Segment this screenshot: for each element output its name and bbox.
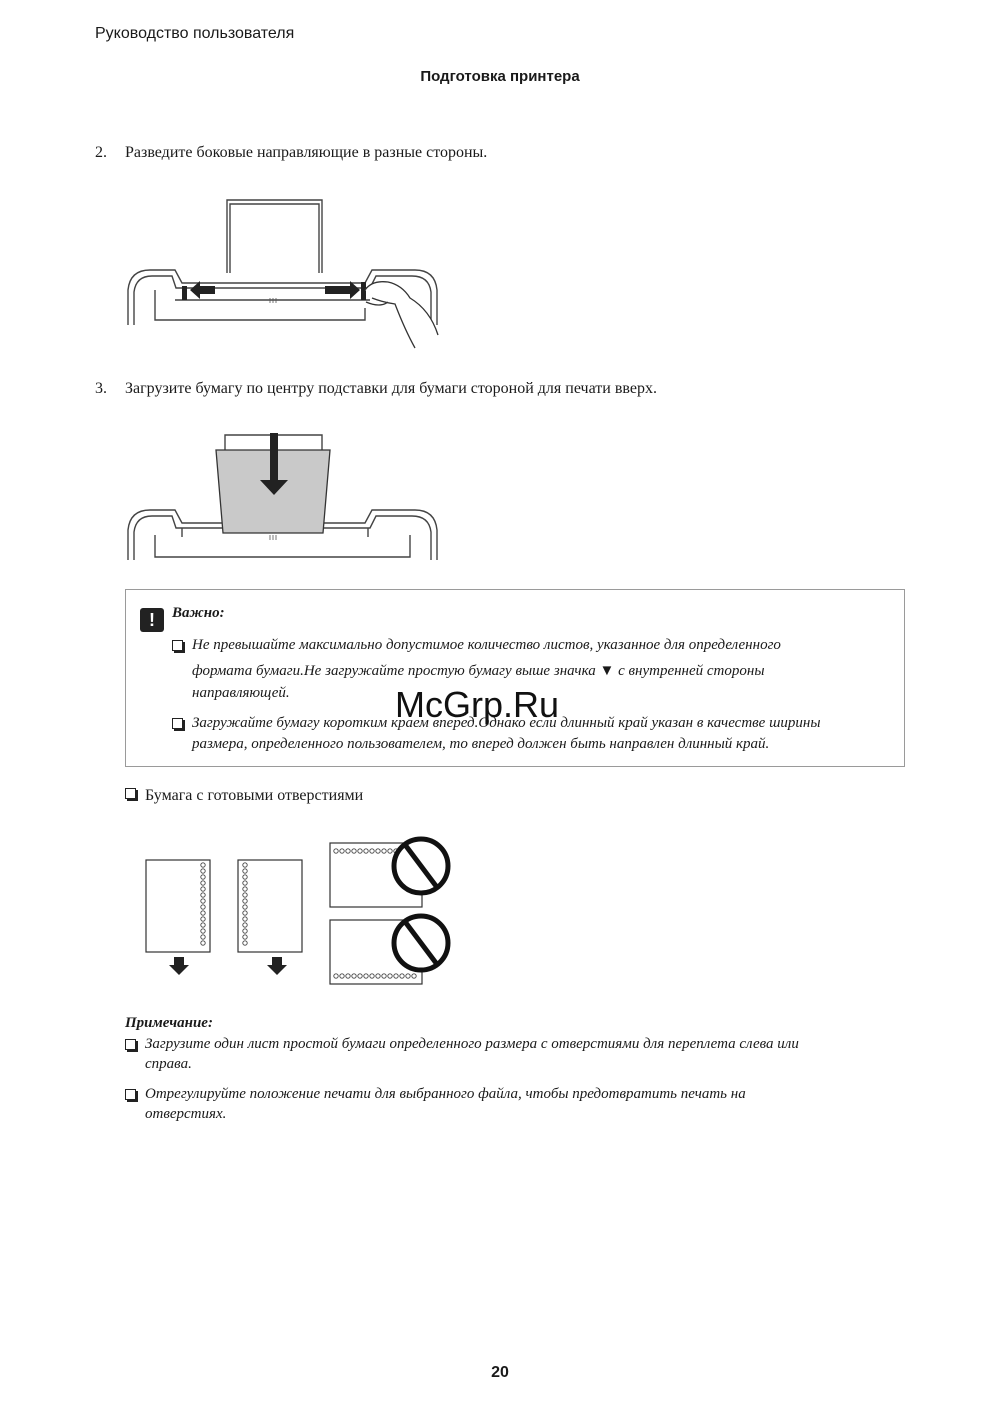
step-text: Разведите боковые направляющие в разные стороны. (125, 144, 488, 161)
checkbox-bullet-icon (125, 788, 136, 799)
note-item-line: справа. (145, 1056, 192, 1072)
warning-icon: ! (140, 608, 164, 632)
note-item-line: Загрузите один лист простой бумаги определенного размера с отверстиями для переплета слева или (145, 1036, 799, 1052)
checkbox-bullet-icon (125, 1089, 136, 1100)
step-number: 2. (95, 144, 107, 161)
section-title: Подготовка принтера (420, 68, 580, 85)
checkbox-bullet-icon (172, 718, 183, 729)
page-number: 20 (491, 1364, 509, 1381)
note-title: Примечание: (125, 1015, 213, 1031)
checkbox-bullet-icon (172, 640, 183, 651)
checkbox-bullet-icon (125, 1039, 136, 1050)
step-number: 3. (95, 380, 107, 397)
step-text: Загрузите бумагу по центру подставки для бумаги стороной для печати вверх. (125, 380, 657, 397)
important-box (125, 589, 905, 767)
paper-holes-label (125, 787, 363, 805)
important-item-line: Не превышайте максимально допустимое количество листов, указанное для определенного (192, 637, 781, 653)
important-item-text: формата бумаги.Не загружайте простую бумагу выше значка (192, 663, 596, 679)
important-item-text: с внутренней стороны (618, 663, 765, 679)
punched-paper-illustration (140, 835, 460, 990)
header-title: Руководство пользователя (95, 25, 295, 42)
note-item-line: отверстиях. (145, 1106, 227, 1122)
note-item-line: Отрегулируйте положение печати для выбранного файла, чтобы предотвратить печать на (145, 1086, 746, 1102)
note-item (125, 1033, 885, 1077)
important-item-line: размера, определенного пользователем, то вперед должен быть направлен длинный край. (192, 736, 770, 752)
note-item (125, 1083, 885, 1127)
important-title: Важно: (172, 605, 225, 621)
step-3 (95, 380, 835, 402)
important-item-line: направляющей. (192, 685, 290, 701)
step-2 (95, 144, 795, 166)
important-item-line: Загружайте бумагу коротким краем вперед.Однако если длинный край указан в качестве ширины (192, 715, 821, 731)
paper-holes-text: Бумага с готовыми отверстиями (145, 787, 364, 804)
load-paper-illustration (120, 425, 450, 570)
triangle-down-icon: ▼ (599, 663, 615, 679)
important-item-line (192, 660, 764, 682)
watermark: McGrp.Ru (395, 684, 560, 725)
side-guides-illustration (120, 190, 450, 355)
